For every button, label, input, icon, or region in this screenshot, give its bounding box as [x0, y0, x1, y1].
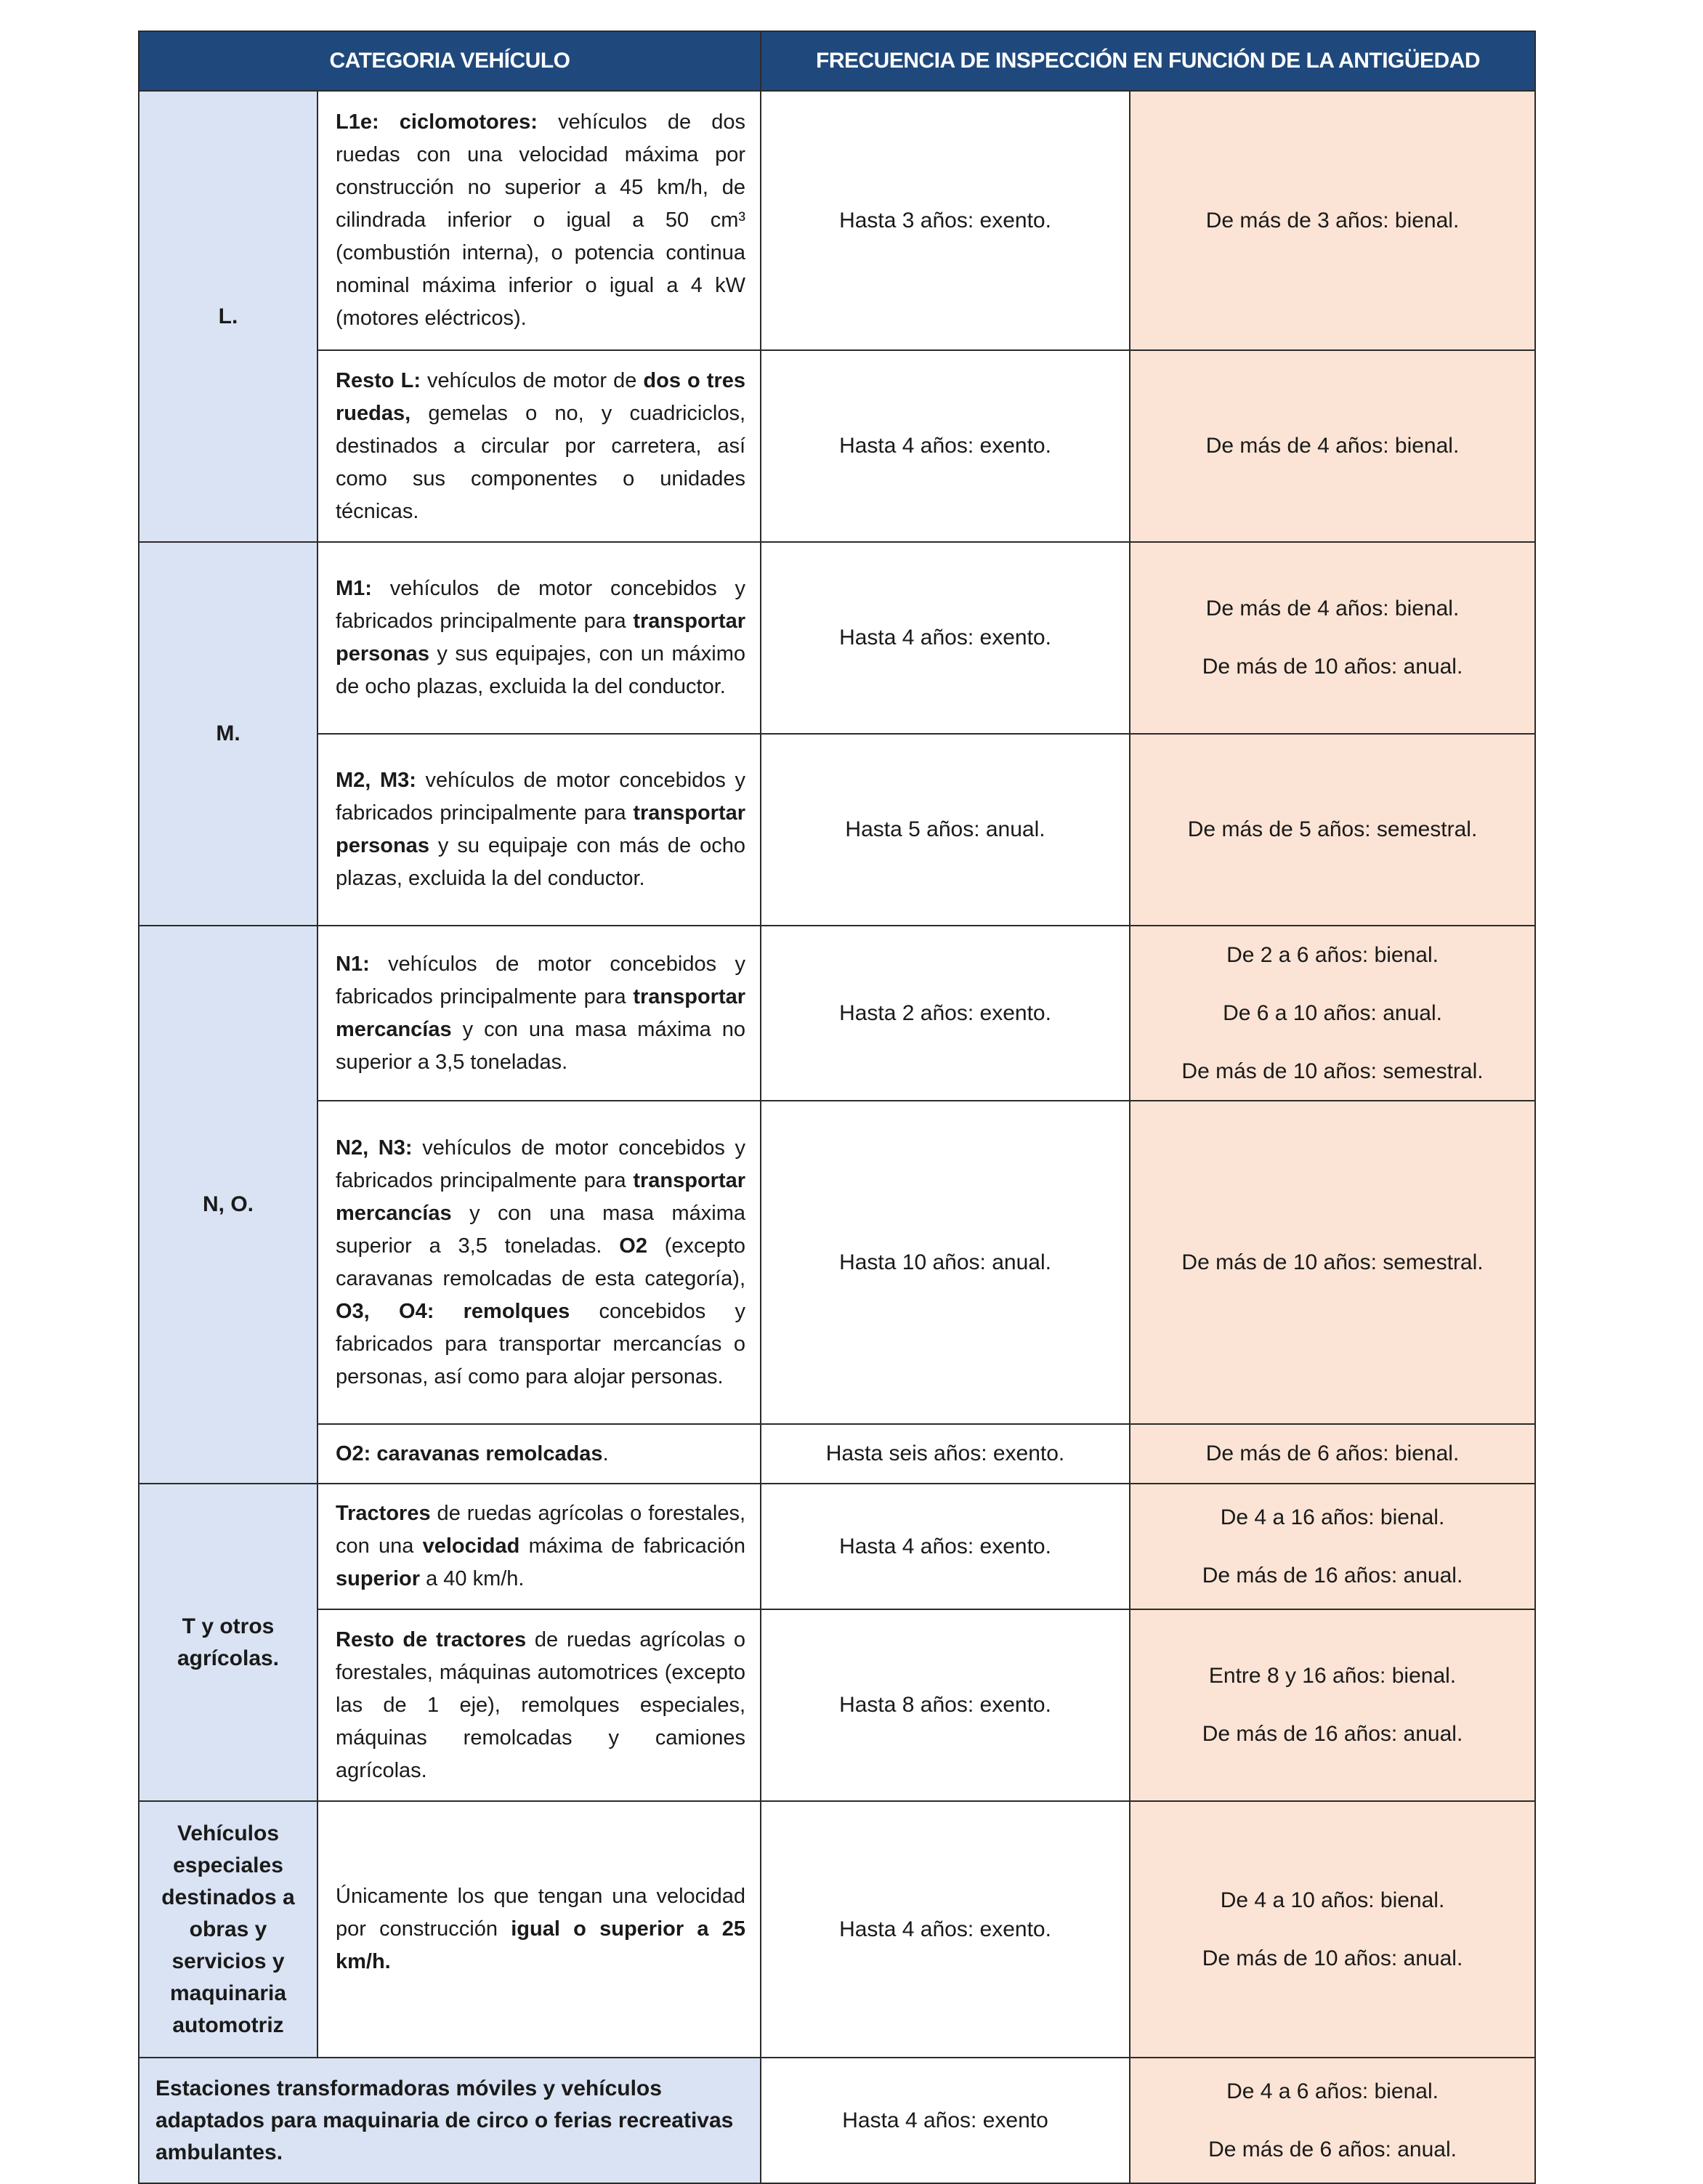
table-row [139, 2058, 1535, 2183]
frequency-line: De más de 10 años: semestral. [1181, 1250, 1484, 1274]
frequency-line: De 2 a 6 años: bienal. [1226, 942, 1439, 967]
text-segment: Únicamente los que tengan una velocidad por construcción [336, 1885, 746, 1941]
desc-m2-m3 [317, 734, 761, 926]
group-label-especiales: Vehículos especiales destinados a obras y servicios y maquinaria automotriz [139, 1801, 317, 2058]
bold-segment: transportar mercancías [336, 984, 746, 1041]
frequency-line: De más de 3 años: bienal. [1205, 208, 1460, 232]
desc-n1 [317, 926, 761, 1101]
freq-estaciones [1130, 2058, 1535, 2183]
text-segment: de ruedas agrícolas o forestales, con una [336, 1502, 746, 1558]
text-segment: y sus equipajes, con un máximo de ocho plazas, excluida la del conductor. [336, 642, 746, 698]
bold-segment: Resto de tractores [336, 1627, 527, 1651]
bold-segment: dos o tres ruedas, [336, 368, 745, 425]
table-row [139, 542, 1535, 734]
exempt-resto-l: Hasta 4 años: exento. [761, 350, 1130, 542]
group-label-m: M. [139, 542, 317, 926]
frequency-line: De más de 10 años: anual. [1202, 1946, 1463, 1970]
group-label-l: L. [139, 91, 317, 542]
exempt-n2-n3: Hasta 10 años: anual. [761, 1101, 1130, 1424]
desc-resto-l [317, 350, 761, 542]
table-row [139, 926, 1535, 1101]
exempt-o2: Hasta seis años: exento. [761, 1424, 1130, 1484]
frequency-line: De 6 a 10 años: anual. [1223, 1000, 1442, 1025]
desc-especiales [317, 1801, 761, 2058]
table-row [139, 1484, 1535, 1609]
bold-segment: O2 [619, 1234, 647, 1258]
freq-o2 [1130, 1424, 1535, 1484]
frequency-line: De más de 5 años: semestral. [1187, 817, 1478, 841]
desc-l1e [317, 91, 761, 350]
desc-tractores [317, 1484, 761, 1609]
text-segment: concebidos y fabricados para transportar mercancías o personas, así como para alojar personas. [336, 1299, 746, 1388]
freq-n1 [1130, 926, 1535, 1101]
text-segment: (excepto caravanas remolcadas de esta categoría), [336, 1234, 746, 1290]
exempt-n1: Hasta 2 años: exento. [761, 926, 1130, 1101]
frequency-line: De 4 a 10 años: bienal. [1220, 1888, 1445, 1912]
header-category: CATEGORIA VEHÍCULO [139, 31, 761, 91]
table-header-row [139, 31, 1535, 91]
desc-n2-n3 [317, 1101, 761, 1424]
inspection-frequency-table [138, 31, 1536, 2184]
bold-segment: igual o superior a 25 km/h. [336, 1917, 746, 1973]
text-segment: vehículos de motor de [421, 368, 644, 392]
desc-m1 [317, 542, 761, 734]
frequency-line: De más de 16 años: anual. [1202, 1563, 1463, 1588]
desc-o2 [317, 1424, 761, 1484]
bold-segment: O2: caravanas remolcadas [336, 1441, 603, 1465]
group-label-t: T y otros agrícolas. [139, 1484, 317, 1801]
freq-tractores [1130, 1484, 1535, 1609]
label-estaciones: Estaciones transformadoras móviles y vehículos adaptados para maquinaria de circo o ferias recreativas ambulantes. [139, 2058, 761, 2183]
frequency-line: De más de 4 años: bienal. [1205, 596, 1460, 620]
header-frequency: FRECUENCIA DE INSPECCIÓN EN FUNCIÓN DE LA ANTIGÜEDAD [761, 31, 1535, 91]
text-segment: vehículos de motor concebidos y fabricados principalmente para [336, 952, 746, 1008]
freq-especiales [1130, 1801, 1535, 2058]
frequency-line: De más de 4 años: bienal. [1205, 434, 1460, 458]
freq-m2-m3 [1130, 734, 1535, 926]
freq-resto-l [1130, 350, 1535, 542]
frequency-line: De más de 6 años: anual. [1208, 2137, 1457, 2161]
frequency-line: De 4 a 16 años: bienal. [1220, 1505, 1445, 1529]
table-row [139, 1101, 1535, 1424]
bold-segment: N2, N3: [336, 1136, 413, 1160]
table-row [139, 350, 1535, 542]
table-row [139, 1609, 1535, 1801]
frequency-line: Entre 8 y 16 años: bienal. [1208, 1664, 1457, 1688]
bold-segment: superior [336, 1567, 421, 1590]
text-segment: gemelas o no, y cuadriciclos, destinados a circular por carretera, así como sus componentes o unidades técnicas. [336, 401, 746, 523]
text-segment: y su equipaje con más de ocho plazas, excluida la del conductor. [336, 834, 746, 890]
bold-segment: O3, O4: remolques [336, 1299, 570, 1323]
frequency-line: De 4 a 6 años: bienal. [1226, 2079, 1439, 2103]
frequency-line: De más de 16 años: anual. [1202, 1722, 1463, 1746]
exempt-m1: Hasta 4 años: exento. [761, 542, 1130, 734]
table-row [139, 91, 1535, 350]
freq-l1e [1130, 91, 1535, 350]
table-row [139, 734, 1535, 926]
bold-segment: velocidad [422, 1534, 520, 1558]
bold-segment: M2, M3: [336, 769, 416, 792]
frequency-line: De más de 6 años: bienal. [1205, 1441, 1460, 1465]
group-label-n-o: N, O. [139, 926, 317, 1484]
text-segment: a 40 km/h. [420, 1567, 525, 1590]
freq-m1 [1130, 542, 1535, 734]
desc-resto-tractores [317, 1609, 761, 1801]
freq-n2-n3 [1130, 1101, 1535, 1424]
text-segment: máxima de fabricación [519, 1534, 746, 1558]
table-row [139, 1801, 1535, 2058]
text-segment: vehículos de motor concebidos y fabricados principalmente para [336, 769, 746, 825]
exempt-tractores: Hasta 4 años: exento. [761, 1484, 1130, 1609]
frequency-line: De más de 10 años: semestral. [1181, 1059, 1484, 1083]
bold-segment: transportar mercancías [336, 1168, 746, 1225]
bold-segment: N1: [336, 952, 370, 976]
text-segment: de ruedas agrícolas o forestales, máquinas automotrices (excepto las de 1 eje), remolques especiales, máquinas remolcadas y camiones agrícolas. [336, 1627, 746, 1782]
freq-resto-tractores [1130, 1609, 1535, 1801]
frequency-line: De más de 10 años: anual. [1202, 655, 1463, 679]
bold-segment: L1e: ciclomotores: [336, 110, 538, 134]
text-segment: . [602, 1441, 609, 1465]
exempt-especiales: Hasta 4 años: exento. [761, 1801, 1130, 2058]
bold-segment: Resto L: [336, 368, 421, 392]
bold-segment: transportar personas [336, 610, 746, 666]
text-segment: vehículos de motor concebidos y fabricados principalmente para [336, 577, 746, 633]
exempt-resto-tractores: Hasta 8 años: exento. [761, 1609, 1130, 1801]
text-segment: vehículos de dos ruedas con una velocidad máxima por construcción no superior a 45 km/h, de cilindrada inferior o igual a 50 cm³ (combustión interna), o potencia continua nominal máxima inferior o igual a 4 kW (motores eléctricos). [336, 110, 746, 330]
text-segment: vehículos de motor concebidos y fabricados principalmente para [336, 1136, 746, 1192]
exempt-l1e: Hasta 3 años: exento. [761, 91, 1130, 350]
bold-segment: Tractores [336, 1502, 431, 1525]
exempt-m2-m3: Hasta 5 años: anual. [761, 734, 1130, 926]
table-row [139, 1424, 1535, 1484]
bold-segment: transportar personas [336, 801, 746, 857]
bold-segment: M1: [336, 577, 372, 600]
exempt-estaciones: Hasta 4 años: exento [761, 2058, 1130, 2183]
text-segment: y con una masa máxima superior a 3,5 toneladas. [336, 1201, 746, 1258]
text-segment: y con una masa máxima no superior a 3,5 toneladas. [336, 1017, 746, 1074]
